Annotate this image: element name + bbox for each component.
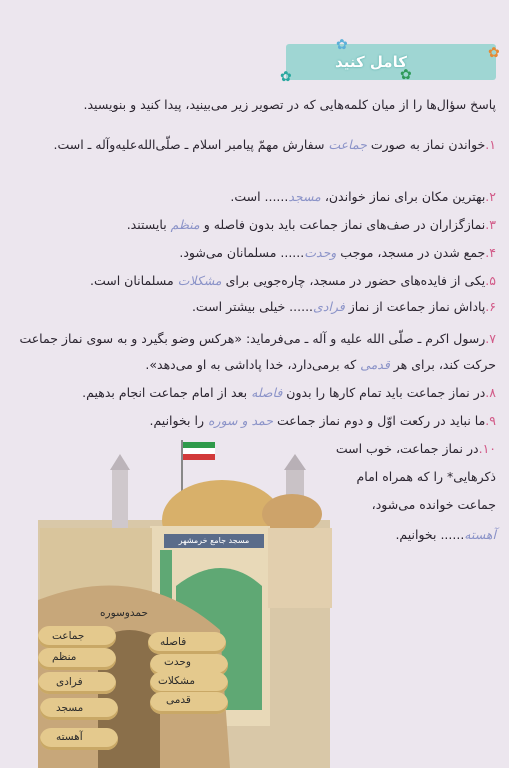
- question-5: [18, 272, 496, 289]
- question-text: ...... خیلی بیشتر است.: [191, 299, 314, 314]
- sandbag-word: وحدت: [164, 656, 191, 668]
- question-9: [18, 412, 496, 429]
- question-text: یکی از فایده‌های حضور در مسجد، چاره‌جویی برای: [221, 273, 486, 288]
- question-6: [18, 298, 496, 315]
- question-text: خواندن نماز به صورت: [366, 137, 486, 152]
- answer-handwritten: قدمی: [360, 357, 390, 372]
- answer-handwritten: جماعت: [328, 137, 367, 152]
- question-4: [18, 244, 496, 261]
- question-text: پاداش نماز جماعت از نماز: [344, 299, 486, 314]
- sandbag-word: منظم: [52, 651, 77, 663]
- question-text: ما نباید در رکعت اوّل و دوم نماز جماعت: [273, 413, 486, 428]
- sandbag-word: قدمی: [166, 694, 191, 706]
- sandbag-word: فاصله: [160, 636, 187, 648]
- question-text: سفارش مهمّ پیامبر اسلام ـ صلّی‌الله‌علیه‌وآله ـ است.: [53, 137, 329, 152]
- banner-title: کامل کنید: [335, 53, 407, 71]
- question-text: در نماز جماعت باید تمام کارها را بدون: [282, 385, 486, 400]
- question-text: بایستند.: [126, 217, 171, 232]
- question-text: ...... است.: [230, 189, 289, 204]
- question-text: ...... مسلمانان می‌شود.: [179, 245, 305, 260]
- question-number: ۱.: [485, 137, 496, 152]
- question-text: بعد از امام جماعت انجام بدهیم.: [82, 385, 252, 400]
- sandbag: [38, 648, 116, 670]
- sandbag-word-top: حمدوسوره: [100, 607, 148, 619]
- flower-icon: ✿: [488, 45, 500, 61]
- sandbag-word: فرادی: [56, 676, 83, 688]
- question-number: ۶.: [485, 299, 496, 314]
- sandbag-word: آهسته: [56, 731, 83, 743]
- answer-handwritten: فاصله: [251, 385, 283, 400]
- flower-icon: ✿: [336, 37, 348, 53]
- question-number: ۸.: [485, 385, 496, 400]
- question-number: ۲.: [485, 189, 496, 204]
- question-text: که برمی‌دارد، خدا پاداشی به او می‌دهد».: [145, 357, 361, 372]
- answer-handwritten: مشکلات: [177, 273, 222, 288]
- question-2: [18, 188, 496, 205]
- question-1: [18, 136, 496, 153]
- question-text: رسول اکرم ـ صلّی الله علیه و آله ـ می‌فرماید: «هرکس وضو بگیرد و به سوی نماز جماعت حرکت کند، برای هر: [19, 331, 496, 372]
- question-text: ...... بخوانیم.: [395, 527, 465, 542]
- question-number: ۵.: [485, 273, 496, 288]
- question-number: ۷.: [485, 331, 496, 346]
- header-banner: [286, 44, 496, 83]
- flower-icon: ✿: [280, 69, 292, 85]
- sandbag-word: جماعت: [52, 630, 85, 642]
- sandbag-word: مسجد: [56, 702, 84, 714]
- mosque-sign: مسجد جامع خرمشهر: [164, 534, 264, 548]
- question-8: [18, 384, 496, 401]
- answer-handwritten: مسجد: [288, 189, 321, 204]
- question-number: ۴.: [485, 245, 496, 260]
- sandbag-word: مشکلات: [158, 675, 195, 687]
- question-number: ۳.: [485, 217, 496, 232]
- question-text: در نماز جماعت، خوب است: [335, 441, 479, 456]
- question-7: [18, 326, 496, 378]
- question-3: [18, 216, 496, 233]
- flower-icon: ✿: [400, 67, 412, 83]
- question-number: ۹.: [485, 413, 496, 428]
- instructions: پاسخ سؤال‌ها را از میان کلمه‌هایی که در تصویر زیر می‌بینید، پیدا کنید و بنویسید.: [83, 97, 496, 112]
- question-10-line-2: ذکرهایی* را که همراه امام: [356, 469, 496, 484]
- question-number: ۱۰.: [478, 441, 496, 456]
- question-text: بهترین مکان برای نماز خواندن،: [320, 189, 486, 204]
- question-text: نمازگزاران در صف‌های نماز جماعت باید بدون فاصله و: [199, 217, 486, 232]
- answer-handwritten: حمد و سوره: [208, 413, 274, 428]
- question-text: مسلمانان است.: [90, 273, 178, 288]
- answer-handwritten: وحدت: [304, 245, 337, 260]
- question-text: را بخوانیم.: [149, 413, 208, 428]
- answer-handwritten: آهسته: [464, 527, 496, 542]
- answer-handwritten: منظم: [170, 217, 200, 232]
- question-text: جمع شدن در مسجد، موجب: [336, 245, 486, 260]
- answer-handwritten: فرادی: [313, 299, 345, 314]
- question-10-line-3: جماعت خوانده می‌شود،: [371, 497, 496, 512]
